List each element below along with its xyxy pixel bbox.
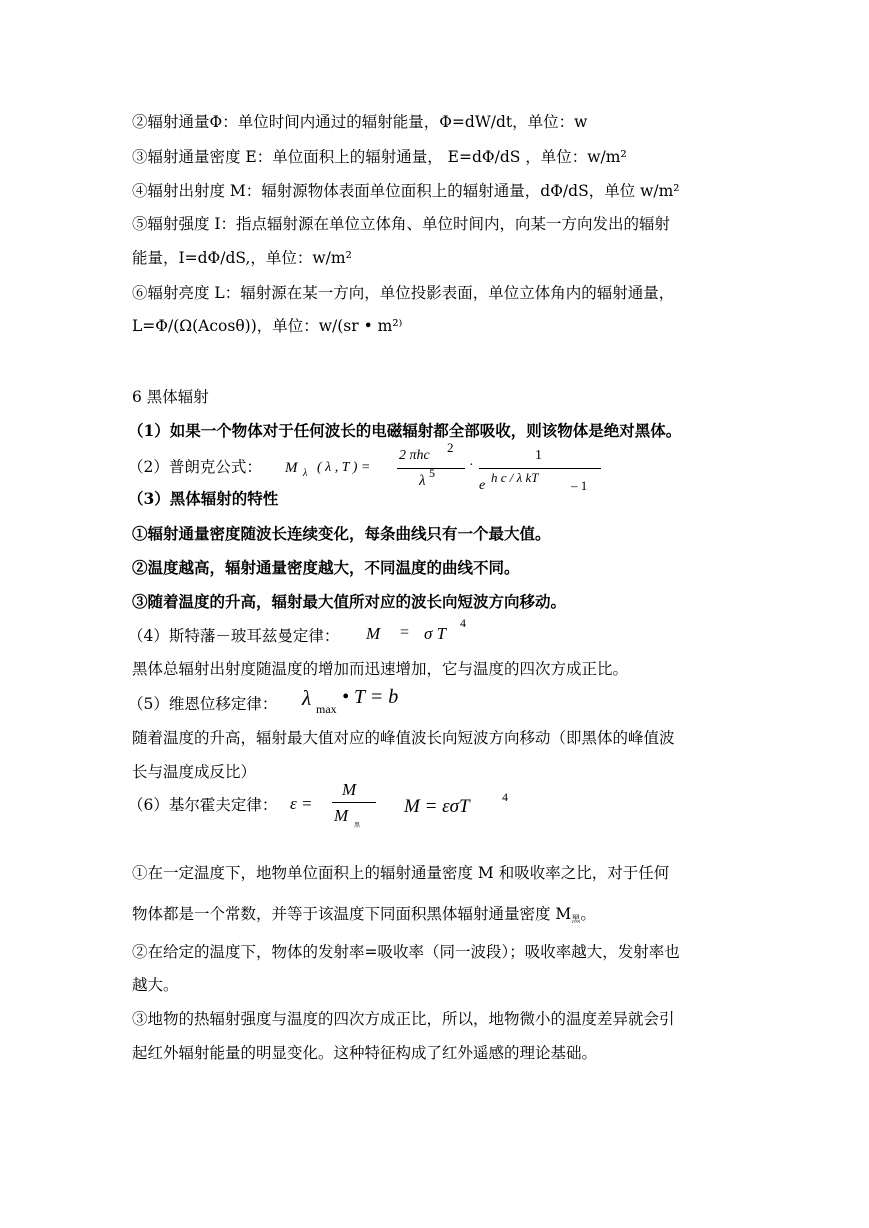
formula-base: e (479, 478, 486, 493)
formula-denominator: M (334, 806, 349, 825)
sb-formula (366, 616, 506, 650)
formula-minus: – 1 (571, 478, 588, 493)
formula-rhs: M = εσT (404, 796, 470, 817)
text-line-bold: ③随着温度的升高，辐射最大值所对应的波长向短波方向移动。 (132, 592, 567, 611)
sb-label: （4）斯特藩－玻耳兹曼定律： (128, 627, 340, 645)
text-line: ⑤辐射强度 I：指点辐射源在单位立体角、单位时间内，向某一方向发出的辐射 (132, 215, 671, 233)
text-line: ①在一定温度下，地物单位面积上的辐射通量密度 M 和吸收率之比，对于任何 (132, 864, 670, 882)
formula-denominator: λ (419, 473, 426, 489)
kirchhoff-label: （6）基尔霍夫定律： (128, 796, 278, 814)
formula-superscript: 4 (502, 790, 508, 804)
formula-superscript: 2 (447, 440, 454, 455)
text-line: ④辐射出射度 M：辐射源物体表面单位面积上的辐射通量，dΦ/dS，单位 w/m² (132, 182, 680, 200)
wien-formula (302, 684, 442, 718)
formula-exponent: h c / λ kT (491, 470, 539, 485)
text-line: ③地物的热辐射强度与温度的四次方成正比，所以，地物微小的温度差异就会引 (132, 1010, 675, 1028)
text-line: ⑥辐射亮度 L：辐射源在某一方向，单位投影表面，单位立体角内的辐射通量， (132, 284, 675, 302)
text-line-bold: ②温度越高，辐射通量密度越大，不同温度的曲线不同。 (132, 558, 520, 577)
formula-subscript: max (316, 702, 337, 716)
text-line: 越大。 (132, 976, 179, 994)
fraction-bar (479, 468, 601, 469)
text-span: 物体都是一个常数，并等于该温度下同面积黑体辐射通量密度 M (132, 905, 572, 923)
formula-superscript: 4 (460, 616, 466, 630)
formula-numerator: M (342, 780, 357, 799)
planck-formula (285, 440, 605, 496)
text-line: L=Φ/(Ω(Acosθ))，单位：w/(sr • m²⁾ (132, 317, 403, 335)
wien-label: （5）维恩位移定律： (128, 695, 278, 713)
formula-numerator: 1 (535, 448, 542, 463)
text-line-bold: ①辐射通量密度随波长连续变化，每条曲线只有一个最大值。 (132, 524, 551, 543)
formula-symbol: λ (302, 686, 312, 710)
text-line (132, 903, 596, 931)
text-line: 随着温度的升高，辐射最大值对应的峰值波长向短波方向移动（即黑体的峰值波 (132, 729, 675, 747)
formula-superscript: 5 (429, 466, 435, 480)
kirchhoff-formula (290, 778, 530, 834)
formula-equals: = (400, 624, 410, 641)
text-span: 。 (580, 905, 596, 923)
text-line-bold: （1）如果一个物体对于任何波长的电磁辐射都全部吸收，则该物体是绝对黑体。 (128, 421, 682, 440)
text-line: 起红外辐射能量的明显变化。这种特征构成了红外遥感的理论基础。 (132, 1044, 598, 1062)
fraction-bar (332, 802, 376, 803)
formula-dot: · (469, 458, 474, 473)
text-line: 能量，I=dΦ/dS,，单位：w/m² (132, 249, 352, 267)
text-line: ③辐射通量密度 E：单位面积上的辐射通量， E=dΦ/dS ，单位：w/m² (132, 148, 627, 166)
subscript: 黑 (571, 915, 581, 925)
formula-symbol: M (366, 624, 381, 643)
text-line: ②在给定的温度下，物体的发射率=吸收率（同一波段）；吸收率越大，发射率也 (132, 943, 680, 961)
formula-numerator: 2 πhc (399, 448, 430, 463)
formula-symbol: ε = (290, 794, 313, 813)
planck-label: （2）普朗克公式： (128, 458, 262, 476)
formula-symbol: M (285, 460, 298, 476)
section-heading: 6 黑体辐射 (132, 388, 209, 406)
text-line-bold: （3）黑体辐射的特性 (128, 489, 279, 508)
formula-subscript: λ (303, 468, 308, 479)
text-line: 黑体总辐射出射度随温度的增加而迅速增加，它与温度的四次方成正比。 (132, 660, 629, 678)
text-line: 长与温度成反比） (132, 763, 257, 781)
text-line: ②辐射通量Φ：单位时间内通过的辐射能量，Φ=dW/dt，单位：w (132, 113, 588, 131)
formula-subscript: 黑 (354, 823, 361, 829)
formula-rhs: σ T (424, 624, 447, 643)
formula-rhs: • T = b (342, 686, 399, 708)
formula-args: ( λ , T ) = (317, 460, 371, 475)
